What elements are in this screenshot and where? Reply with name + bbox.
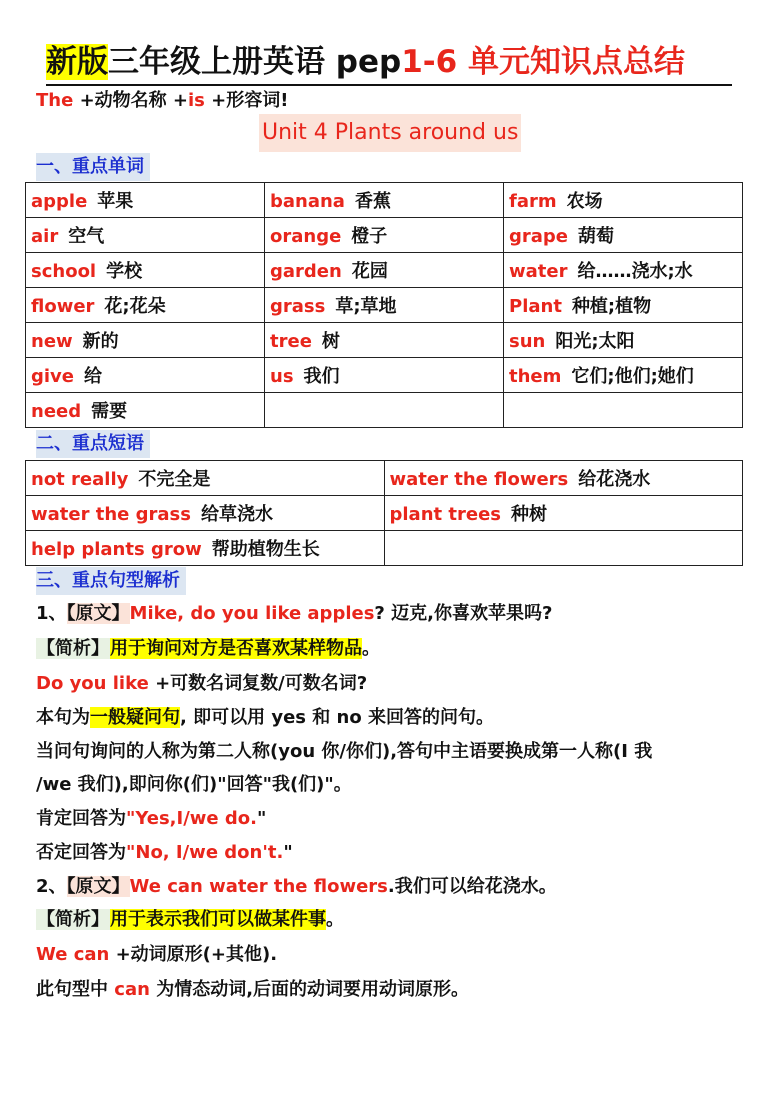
intro-end: +形容词!: [204, 90, 289, 111]
term-en: not really: [31, 469, 129, 490]
word-row: [26, 253, 743, 288]
s2-note-can: can: [114, 979, 150, 1000]
phrase-row-cell: [26, 531, 385, 566]
sentence2-analysis-text: 用于表示我们可以做某件事: [110, 909, 326, 930]
term-en: give: [31, 366, 74, 387]
intro-line: [36, 89, 288, 113]
intro-the: The: [36, 90, 74, 111]
sentence2-num: 2、: [36, 876, 67, 897]
unit-title: Unit 4 Plants around us: [259, 114, 521, 152]
word-row-cell: [26, 183, 265, 218]
sentence2-cn: .我们可以给花浇水。: [387, 876, 557, 897]
s2-note-post: 为情态动词,后面的动词要用动词原形。: [149, 979, 470, 1000]
term-en: tree: [270, 331, 312, 352]
words-table: [25, 182, 743, 428]
word-row: [26, 393, 743, 428]
title-highlight: 新版: [46, 44, 108, 80]
word-row: [26, 183, 743, 218]
sentence2-note: [36, 975, 469, 1005]
term-cn: 树: [321, 331, 340, 352]
sentence1-pattern: [36, 669, 367, 699]
term-en: grape: [509, 226, 569, 247]
term-en: plant trees: [389, 504, 501, 525]
sentence2-en: We can water the flowers: [129, 876, 388, 897]
term-en: Plant: [509, 296, 562, 317]
sentence1-note2b: /we 我们),即问你(们)"回答"我(们)"。: [36, 774, 352, 795]
word-row: [26, 218, 743, 253]
sentence2-analysis-end: 。: [326, 909, 344, 930]
word-row-cell: [504, 218, 743, 253]
term-en: sun: [509, 331, 546, 352]
sentence2-original: [36, 872, 557, 902]
phrase-row-cell: [384, 531, 743, 566]
no-pre: 否定回答为: [36, 842, 126, 863]
word-row-cell: [26, 358, 265, 393]
term-cn: 种植;植物: [571, 296, 652, 317]
term-en: air: [31, 226, 59, 247]
phrase-row-cell: [384, 496, 743, 531]
word-row-cell: [265, 323, 504, 358]
word-row: [26, 323, 743, 358]
term-en: orange: [270, 226, 342, 247]
sentence1-analysis-end: 。: [362, 638, 380, 659]
word-row-cell: [504, 253, 743, 288]
term-en: garden: [270, 261, 342, 282]
word-row-cell: [265, 253, 504, 288]
sentence1-yes: [36, 804, 266, 834]
sentence1-label: 【原文】: [66, 603, 130, 624]
no-answer: "No, I/we don't.: [126, 842, 284, 863]
title-middle: 三年级上册英语 pep: [108, 44, 402, 80]
yes-pre: 肯定回答为: [36, 808, 126, 829]
intro-mid: +动物名称 +: [73, 90, 189, 111]
word-row-cell: [26, 323, 265, 358]
term-en: water the grass: [31, 504, 191, 525]
sentence2-analysis: [36, 905, 344, 935]
term-cn: 帮助植物生长: [211, 539, 320, 560]
term-en: help plants grow: [31, 539, 202, 560]
phrases-table: [25, 460, 743, 566]
sentence2-label: 【原文】: [66, 876, 130, 897]
word-row-cell: [26, 253, 265, 288]
page-title: [46, 40, 685, 84]
sentence1-num: 1、: [36, 603, 67, 624]
sentence1-pattern-red: Do you like: [36, 673, 149, 694]
word-row-cell: [26, 218, 265, 253]
sentence1-analysis: [36, 634, 380, 664]
term-cn: 它们;他们;她们: [571, 366, 694, 387]
word-row-cell: [504, 183, 743, 218]
word-row-cell: [265, 218, 504, 253]
section-heading-sentences: 三、重点句型解析: [36, 567, 186, 595]
term-cn: 草;草地: [335, 296, 397, 317]
yes-post: ": [256, 808, 267, 829]
phrase-row-cell: [26, 496, 385, 531]
term-cn: 阳光;太阳: [555, 331, 635, 352]
word-row-cell: [265, 393, 504, 428]
title-end: 1-6 单元知识点总结: [401, 44, 686, 80]
sentence1-cn: ? 迈克,你喜欢苹果吗?: [374, 603, 553, 624]
term-cn: 给: [84, 366, 102, 387]
word-row-cell: [26, 393, 265, 428]
word-row-cell: [504, 288, 743, 323]
sentence2-pattern-red: We can: [36, 944, 110, 965]
sentence1-no: [36, 838, 293, 868]
term-cn: 给花浇水: [578, 469, 651, 490]
term-cn: 农场: [566, 191, 603, 212]
term-en: water: [509, 261, 568, 282]
term-en: apple: [31, 191, 88, 212]
term-cn: 葫萄: [578, 226, 615, 247]
note1-highlight: 一般疑问句: [90, 707, 180, 728]
term-cn: 给草浇水: [200, 504, 273, 525]
s2-note-pre: 此句型中: [36, 979, 115, 1000]
term-en: new: [31, 331, 73, 352]
phrase-row: [26, 461, 743, 496]
term-cn: 新的: [82, 331, 119, 352]
sentence2-pattern-rest: +动词原形(+其他).: [109, 944, 278, 965]
term-cn: 花;花朵: [104, 296, 166, 317]
title-underline: [46, 84, 732, 86]
term-cn: 橙子: [351, 226, 388, 247]
word-row-cell: [504, 358, 743, 393]
term-cn: 学校: [106, 261, 143, 282]
phrase-row: [26, 531, 743, 566]
term-en: banana: [270, 191, 345, 212]
sentence1-en: Mike, do you like apples: [129, 603, 375, 624]
term-cn: 苹果: [97, 191, 134, 212]
term-en: them: [509, 366, 562, 387]
term-cn: 需要: [91, 401, 128, 422]
word-row-cell: [26, 288, 265, 323]
sentence1-analysis-label: 【简析】: [37, 638, 109, 659]
section-heading-words: 一、重点单词: [36, 153, 150, 181]
phrase-row-cell: [26, 461, 385, 496]
sentence2-analysis-label: 【简析】: [37, 909, 109, 930]
term-en: school: [31, 261, 97, 282]
word-row-cell: [265, 358, 504, 393]
term-cn: 不完全是: [138, 469, 211, 490]
word-row-cell: [504, 393, 743, 428]
word-row: [26, 288, 743, 323]
term-en: flower: [31, 296, 95, 317]
term-cn: 种树: [511, 504, 547, 525]
term-en: grass: [270, 296, 326, 317]
word-row: [26, 358, 743, 393]
intro-is: is: [188, 90, 205, 111]
phrase-row-cell: [384, 461, 743, 496]
term-en: need: [31, 401, 82, 422]
word-row-cell: [265, 288, 504, 323]
phrase-row: [26, 496, 743, 531]
term-cn: 我们: [303, 366, 340, 387]
word-row-cell: [265, 183, 504, 218]
sentence1-pattern-rest: +可数名词复数/可数名词?: [148, 673, 368, 694]
term-en: water the flowers: [389, 469, 569, 490]
note1-pre: 本句为: [36, 707, 90, 728]
sentence1-note2a: 当问句询问的人称为第二人称(you 你/你们),答句中主语要换成第一人称(I 我: [36, 741, 653, 762]
term-cn: 花园: [351, 261, 388, 282]
sentence1-note1: [36, 703, 494, 733]
yes-answer: "Yes,I/we do.: [126, 808, 257, 829]
no-post: ": [283, 842, 293, 863]
term-cn: 香蕉: [354, 191, 391, 212]
word-row-cell: [504, 323, 743, 358]
note1-post: , 即可以用 yes 和 no 来回答的问句。: [180, 707, 495, 728]
sentence1-analysis-text: 用于询问对方是否喜欢某样物品: [110, 638, 362, 659]
sentence2-pattern: [36, 940, 277, 970]
term-cn: 空气: [68, 226, 105, 247]
section-heading-phrases: 二、重点短语: [36, 430, 150, 458]
term-en: farm: [509, 191, 557, 212]
term-cn: 给……浇水;水: [577, 261, 693, 282]
sentence1-original: [36, 599, 552, 629]
term-en: us: [270, 366, 294, 387]
